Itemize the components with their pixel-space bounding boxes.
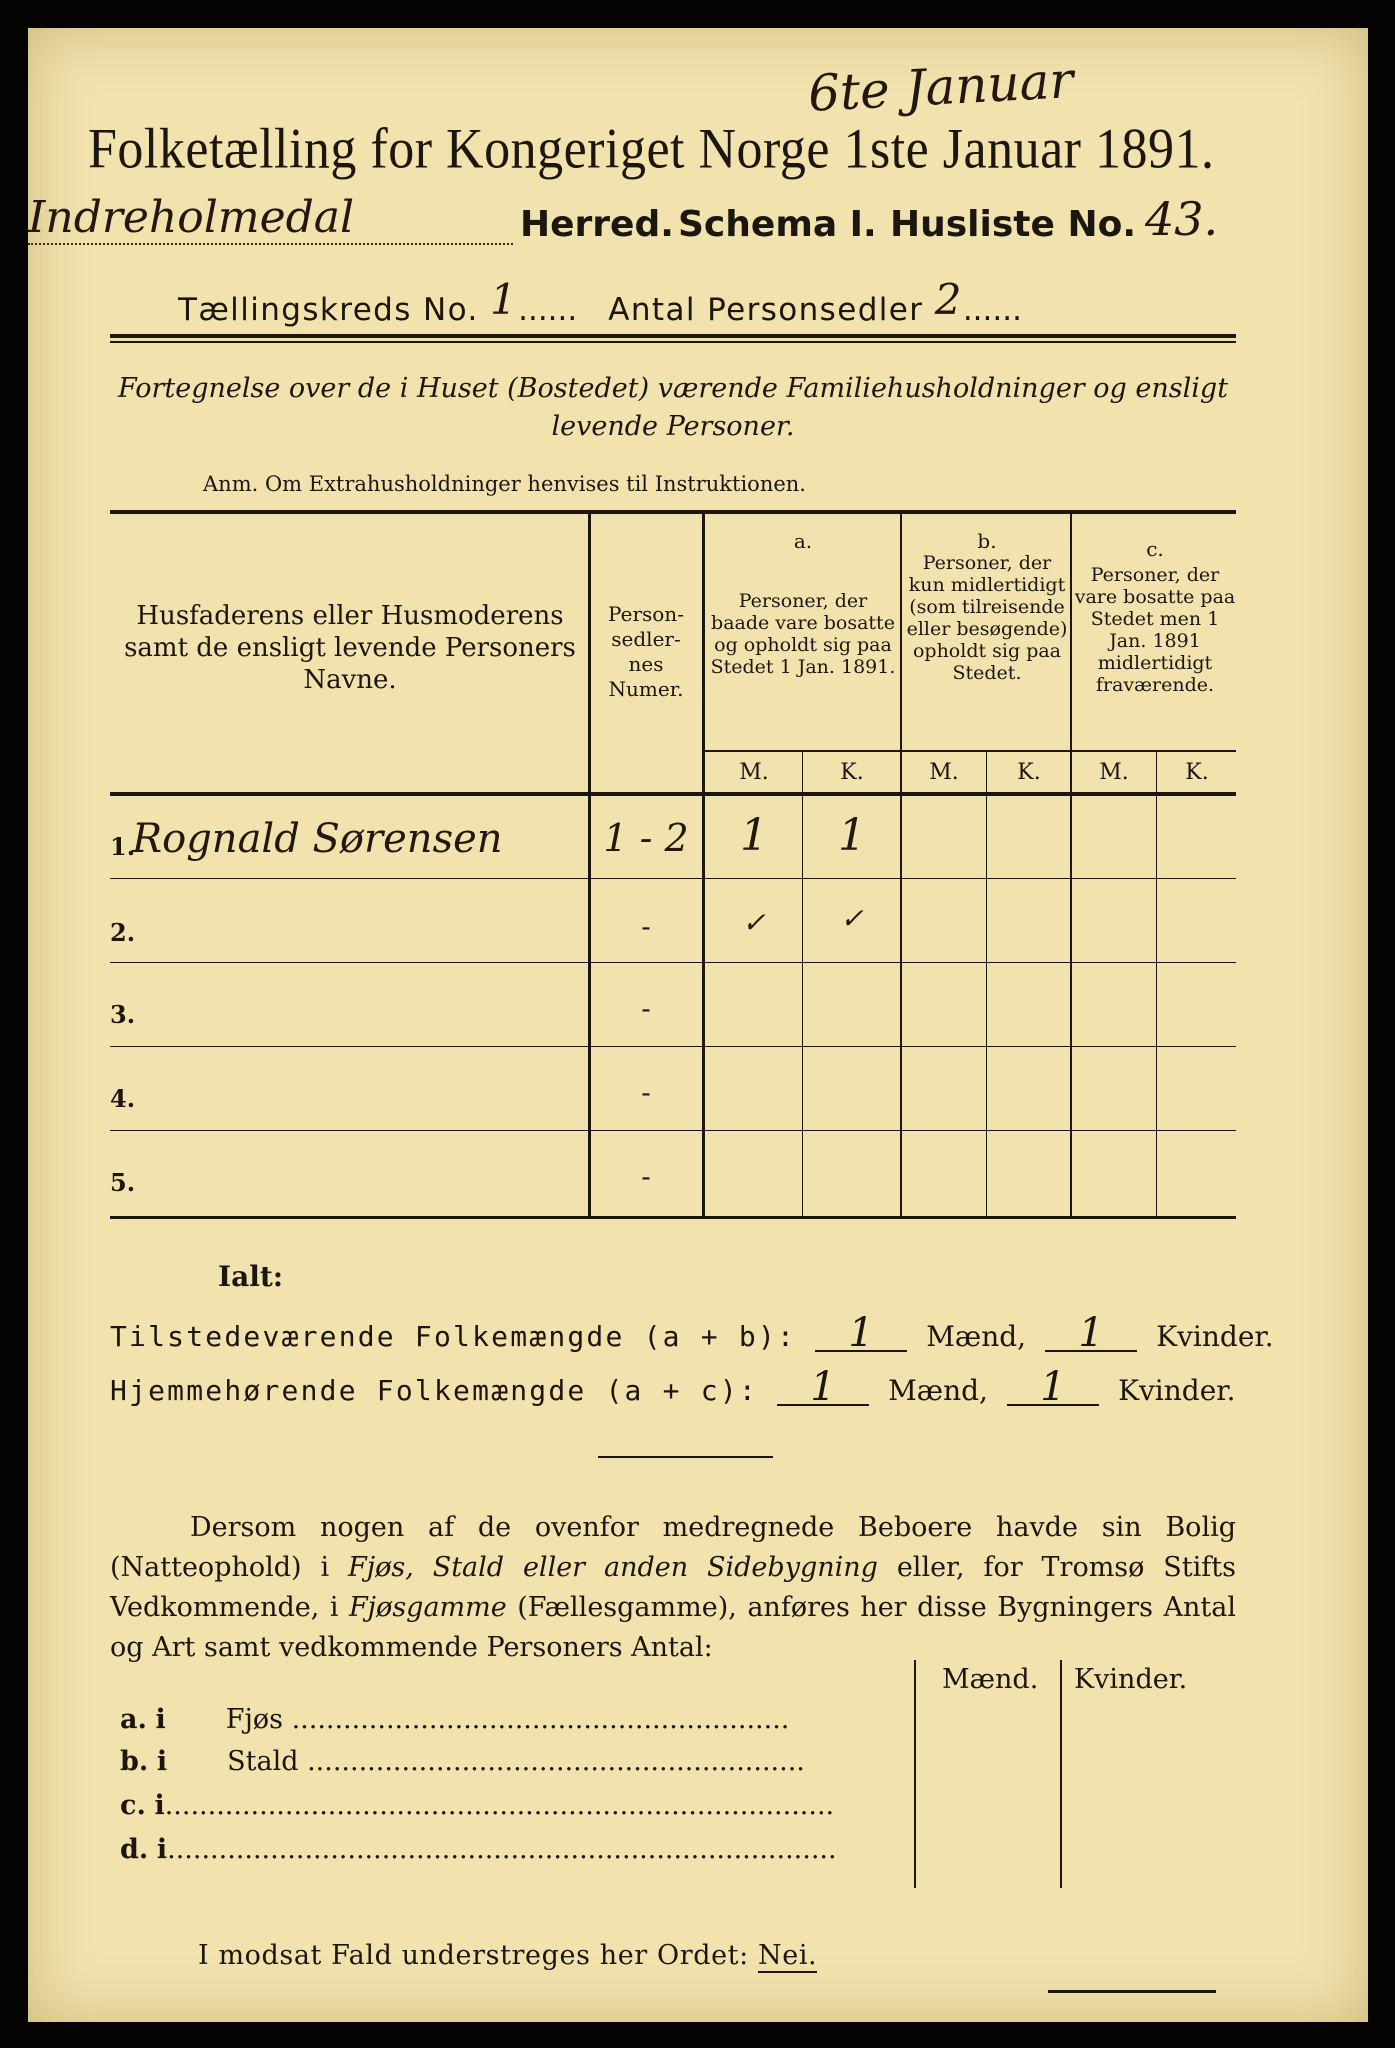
column-c-header: Personer, der vare bosatte paa Stedet men 1 Jan. 1891 midlertidigt fraværende. xyxy=(1074,564,1236,696)
sum-present-men: 1 xyxy=(815,1316,907,1352)
schema-label: Schema I. xyxy=(678,204,877,245)
sum-present-label: Tilstedeværende Folkemængde (a + b): xyxy=(110,1320,797,1353)
row-5-numer: - xyxy=(641,1160,651,1193)
husliste-label: Husliste No. xyxy=(890,204,1136,245)
building-row-d: d. i.............................................................................. xyxy=(120,1834,837,1865)
row-3-numer: - xyxy=(641,992,651,1025)
row-4-number: 4. xyxy=(110,1084,136,1113)
row-1-a-k: 1 xyxy=(838,810,866,861)
antal-number: 2 xyxy=(934,275,963,324)
header-rule-thin xyxy=(110,341,1236,343)
word-nei: Nei. xyxy=(758,1940,818,1971)
kreds-line: Tællingskreds No. 1...... Antal Personsedler 2...... xyxy=(178,275,1022,328)
form-title: Folketælling for Kongeriget Norge 1ste Januar 1891. xyxy=(88,118,1215,181)
row-4-numer: - xyxy=(641,1076,651,1109)
sum-present-men-label: Mænd, xyxy=(926,1320,1027,1353)
col-c-m-label: M. xyxy=(1099,760,1129,785)
header-rule xyxy=(110,334,1236,338)
sum-line-present xyxy=(110,1310,1274,1356)
column-numer-header: Person-sedler-nes Numer. xyxy=(608,602,684,701)
row-2-numer: - xyxy=(641,910,651,943)
footer-instruction: I modsat Fald understreges her Ordet: Nei. xyxy=(198,1940,818,1971)
col-a-m-label: M. xyxy=(739,760,769,785)
row-3-number: 3. xyxy=(110,1000,136,1029)
row-2-a-m-check: ✓ xyxy=(742,906,766,939)
buildings-men-header: Mænd. xyxy=(942,1664,1039,1695)
husliste-number: 43. xyxy=(1145,192,1219,246)
kreds-label: Tællingskreds No. xyxy=(178,292,479,328)
antal-label: Antal Personsedler xyxy=(608,292,924,328)
kreds-number: 1 xyxy=(490,275,519,324)
sum-line-resident xyxy=(110,1364,1236,1410)
column-b-letter: b. xyxy=(977,529,997,553)
column-names-header: Husfaderens eller Husmoderens samt de ensligt levende Personers Navne. xyxy=(124,601,576,695)
row-2-number: 2. xyxy=(110,918,136,947)
buildings-divider-1 xyxy=(914,1660,916,1888)
col-a-k-label: K. xyxy=(840,760,864,785)
ialt-label: Ialt: xyxy=(218,1260,284,1293)
row-1-numer: 1 - 2 xyxy=(603,816,689,860)
section-divider xyxy=(598,1456,773,1458)
row-1-number: 1. xyxy=(110,832,136,861)
sum-resident-women: 1 xyxy=(1007,1370,1099,1406)
herred-line xyxy=(28,192,1308,264)
sum-present-women: 1 xyxy=(1045,1316,1137,1352)
column-b-header: Personer, der kun midlertidigt (som tilreisende eller besøgende) opholdt sig paa Stedet. xyxy=(906,552,1068,684)
building-row-b: b. i Stald .......................................................... xyxy=(120,1746,805,1777)
sum-resident-men-label: Mænd, xyxy=(888,1374,988,1407)
row-2-a-k-check: ✓ xyxy=(840,902,864,935)
form-description: Fortegnelse over de i Huset (Bostedet) værende Familiehusholdninger og ensligt levende Personer. xyxy=(117,373,1229,442)
sidebuilding-paragraph: Dersom nogen af de ovenfor medregnede Beboere havde sin Bolig (Natteophold) i Fjøs, Stald eller anden Sidebygning eller, for Tromsø Stifts Vedkommende, i Fjøsgamme (Fællesgamme), anføres her disse Bygningers Antal og Art samt vedkommende Personers Antal: xyxy=(110,1512,1236,1663)
sum-resident-men: 1 xyxy=(777,1370,869,1406)
col-b-m-label: M. xyxy=(929,760,959,785)
end-rule xyxy=(1048,1990,1216,1993)
column-a-letter: a. xyxy=(793,529,813,553)
building-row-a: a. i Fjøs .......................................................... xyxy=(120,1704,790,1735)
anm-note: Anm. Om Extrahusholdninger henvises til Instruktionen. xyxy=(203,472,806,496)
sum-resident-women-label: Kvinder. xyxy=(1118,1374,1236,1407)
col-b-k-label: K. xyxy=(1017,760,1041,785)
row-5-number: 5. xyxy=(110,1168,136,1197)
building-row-c: c. i.............................................................................. xyxy=(120,1790,835,1821)
buildings-women-header: Kvinder. xyxy=(1074,1664,1188,1695)
sum-present-women-label: Kvinder. xyxy=(1156,1320,1274,1353)
row-1-a-m: 1 xyxy=(740,810,768,861)
col-c-k-label: K. xyxy=(1185,760,1209,785)
row-1-name: Rognald Sørensen xyxy=(132,816,503,862)
column-c-letter: c. xyxy=(1146,537,1164,561)
herred-label: Herred. xyxy=(520,204,674,245)
buildings-divider-2 xyxy=(1060,1660,1062,1888)
sum-resident-label: Hjemmehørende Folkemængde (a + c): xyxy=(110,1374,758,1407)
census-form-sheet xyxy=(28,28,1368,2022)
handwritten-date-note: 6te Januar xyxy=(806,51,1075,123)
herred-name: Indreholmedal xyxy=(28,192,513,245)
column-a-header: Personer, der baade vare bosatte og opholdt sig paa Stedet 1 Jan. 1891. xyxy=(710,590,896,678)
household-table xyxy=(110,510,1236,1222)
